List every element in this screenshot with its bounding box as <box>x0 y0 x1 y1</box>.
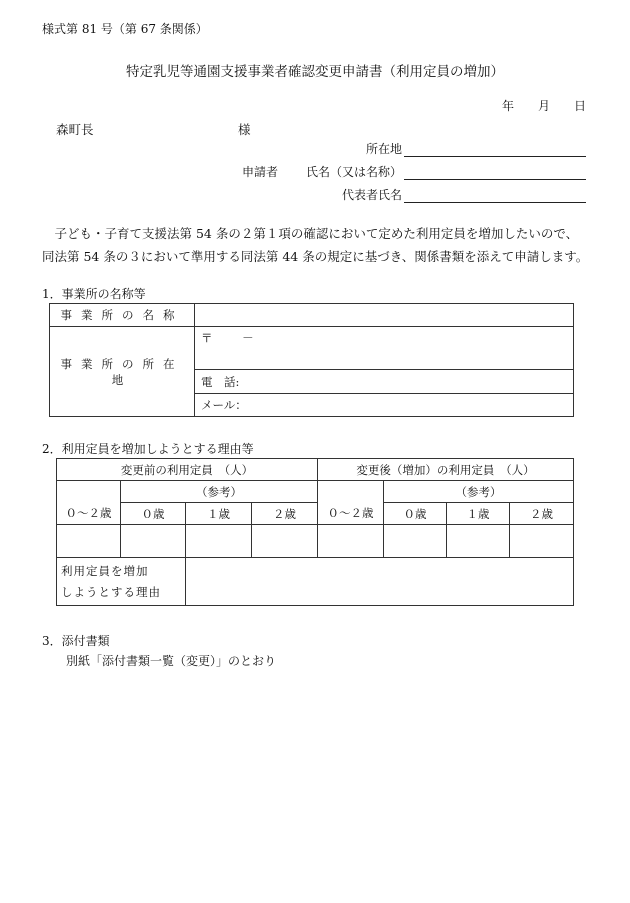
reason-label-line2: しようとする理由 <box>61 584 161 599</box>
representative-field[interactable] <box>404 188 586 203</box>
attachments-text: 別紙「添付書類一覧（変更）」のとおり <box>66 654 277 668</box>
facility-info-table <box>49 303 574 417</box>
blank-header-cell <box>318 481 384 503</box>
name-field[interactable] <box>404 165 586 180</box>
capacity-input-cell[interactable] <box>57 525 121 558</box>
facility-location-label: 事業所の所在地 <box>50 327 195 417</box>
age-header: １歳 <box>447 503 510 525</box>
applicant-name-row <box>306 163 586 180</box>
reason-field[interactable] <box>186 558 574 606</box>
age-header: ２歳 <box>252 503 318 525</box>
email-field[interactable] <box>195 394 574 417</box>
phone-label: 電 話: <box>201 374 240 389</box>
form-number: 様式第 81 号（第 67 条関係） <box>42 22 208 36</box>
address-label: 所在地 <box>365 142 402 156</box>
age-header: ０～２歳 <box>57 503 121 525</box>
phone-field[interactable] <box>195 370 574 394</box>
capacity-input-cell[interactable] <box>384 525 447 558</box>
representative-row <box>342 186 586 203</box>
name-label: 氏名（又は名称） <box>305 165 402 179</box>
section1-heading: 1．事業所の名称等 <box>42 287 146 301</box>
capacity-input-cell[interactable] <box>447 525 510 558</box>
reason-label <box>57 558 186 606</box>
email-label: メール： <box>201 398 247 412</box>
age-header: ２歳 <box>510 503 574 525</box>
representative-label: 代表者氏名 <box>341 188 402 202</box>
age-header: ０～２歳 <box>318 503 384 525</box>
postal-address-field[interactable] <box>195 327 574 370</box>
age-header: ０歳 <box>121 503 186 525</box>
applicant-address-row <box>366 140 586 157</box>
address-field[interactable] <box>404 142 586 157</box>
honorific: 様 <box>238 122 251 137</box>
reason-label-line1: 利用定員を増加 <box>61 563 149 578</box>
capacity-table <box>56 458 574 606</box>
document-title: 特定乳児等通園支援事業者確認変更申請書（利用定員の増加） <box>126 64 504 80</box>
age-header: ０歳 <box>384 503 447 525</box>
before-capacity-header: 変更前の利用定員 （人） <box>57 459 318 481</box>
section3-heading: 3．添付書類 <box>42 634 110 648</box>
facility-name-label: 事業所の名称 <box>50 304 195 327</box>
age-header: １歳 <box>186 503 252 525</box>
capacity-input-cell[interactable] <box>510 525 574 558</box>
date-line: 年 月 日 <box>501 99 586 113</box>
capacity-input-cell[interactable] <box>252 525 318 558</box>
after-capacity-header: 変更後（増加）の利用定員 （人） <box>318 459 574 481</box>
addressee: 森町長 <box>56 122 94 137</box>
capacity-input-cell[interactable] <box>186 525 252 558</box>
capacity-input-cell[interactable] <box>121 525 186 558</box>
facility-name-field[interactable] <box>195 304 574 327</box>
postal-mark: 〒 <box>201 331 213 345</box>
after-reference-header: （参考） <box>384 481 574 503</box>
section2-heading: 2．利用定員を増加しようとする理由等 <box>42 442 254 456</box>
before-reference-header: （参考） <box>121 481 318 503</box>
applicant-label: 申請者 <box>242 165 279 179</box>
application-statement: 子ども・子育て支援法第 54 条の２第１項の確認において定めた利用定員を増加したいので、同法第 54 条の３において準用する同法第 44 条の規定に基づき、関係書類を添えて申請します。 <box>42 226 589 264</box>
postal-dash: － <box>242 331 254 345</box>
capacity-input-cell[interactable] <box>318 525 384 558</box>
blank-header-cell <box>57 481 121 503</box>
